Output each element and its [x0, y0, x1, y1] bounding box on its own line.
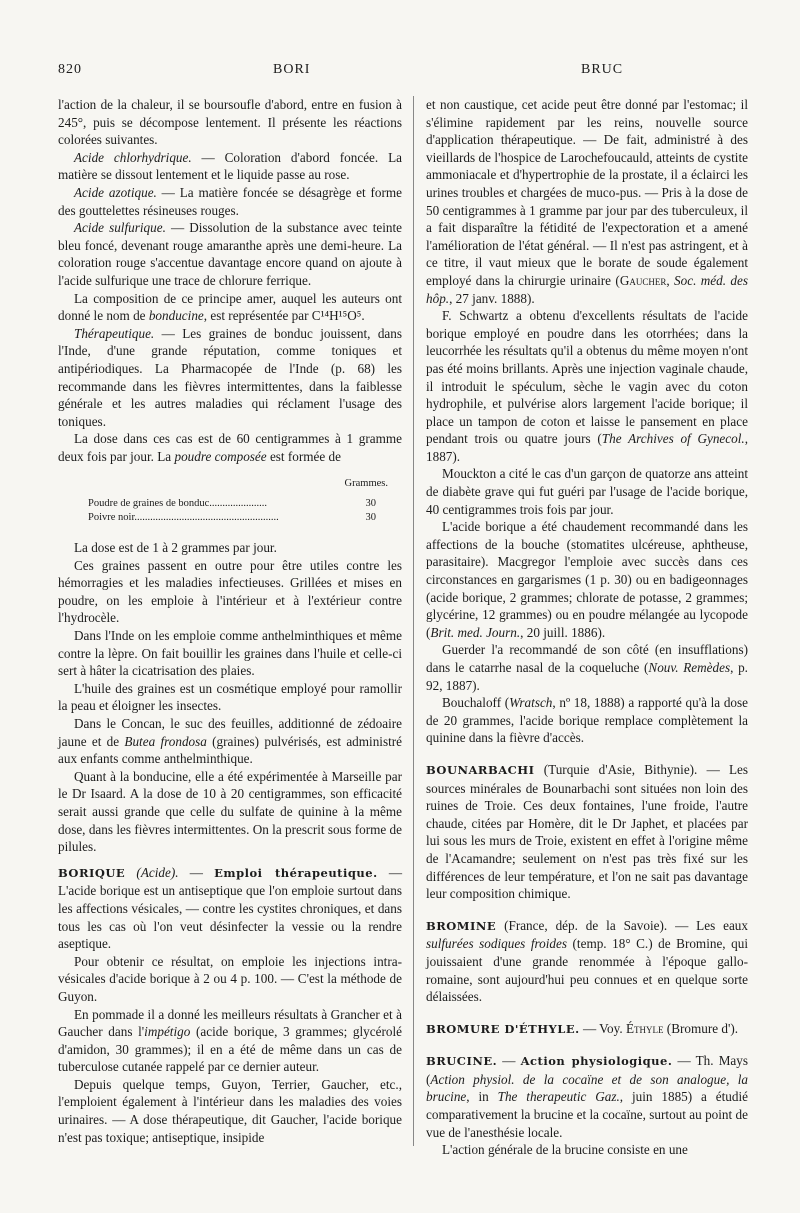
entry-headword: BRUCINE. — [426, 1054, 498, 1069]
entry-bounarbachi: BOUNARBACHI (Turquie d'Asie, Bithynie). — Les sources minérales de Bounarbachi sont situées non loin des ruines de Troie. Ces deux fontaines, l'une froide, l'autre chaude, citées par Homère, dit le Dr Japhet, et placées par lui sous les murs de Troie, existent en effet à l'origine même de l'Acamandre; seulement on n'est pas très fixé sur les différences de leur température, et l'on ne sait pas davantage leur composition chimique. — [426, 761, 748, 902]
left-column — [58, 96, 402, 1146]
entry-headword: BORIQUE — [58, 865, 126, 880]
paragraph: L'huile des graines est un cosmétique employé pour ramollir la peau et éloigner les insectes. — [58, 680, 402, 714]
right-column — [426, 96, 748, 1159]
paragraph: La dose dans ces cas est de 60 centigrammes à 1 gramme deux fois par jour. La poudre composée est formée de — [58, 431, 402, 464]
paragraph: Ces graines passent en outre pour être utiles contre les hémorragies et les maladies infectieuses. Grillées et mises en poudre, on les emploie à l'intérieur et à l'extérieur contre l'hydrocèle. — [58, 557, 402, 626]
recipe-ingredient: Poivre noir....................................................... — [88, 512, 279, 524]
paragraph: Acide azotique. — La matière foncée se désagrège et forme des gouttelettes résineuses rouges. — [58, 184, 402, 218]
paragraph: et non caustique, cet acide peut être donné par l'estomac; il s'élimine rapidement par les reins, nouvelle source d'application thérapeutique. — De fait, administré à des vieillards de l'hospice de Larochefoucauld, atteints de cystite ammoniacale et d'hypertrophie de la prostate, il a éclairci les urines troubles et chargées de muco-pus. — Pris à la dose de 50 centigrammes à 1 gramme par jour par des tuberculeux, il a fait disparaître la fétidité de l'expectoration et a amené l'amélioration de l'état général. — Il n'est pas astringent, et à ce titre, il vaut mieux que le borate de soude également employé dans la chirurgie urinaire (Gaucher, Soc. méd. des hôp., 27 janv. 1888). — [426, 97, 748, 306]
page-number: 820 — [58, 62, 82, 77]
column-divider — [413, 96, 414, 1146]
entry-borique: BORIQUE (Acide). — Emploi thérapeutique. — L'acide borique est un antiseptique que l'on emploie surtout dans les affections vésicales, — contre les cystites chroniques, et dans tous les cas où l'on veut désinfecter la vessie ou la rendre aseptique. — [58, 864, 402, 952]
paragraph: Thérapeutique. — Les graines de bonduc jouissent, dans l'Inde, d'une grande réputation, comme toniques et antipériodiques. La Pharmacopée de l'Inde (p. 68) les recommande dans les fièvres intermittentes, dans la faiblesse générale et les autres maladies qui réclament l'usage des toniques. — [58, 325, 402, 429]
reagent-label: Acide sulfurique. — [74, 220, 166, 236]
section-label: Thérapeutique. — [74, 325, 155, 341]
paragraph: F. Schwartz a obtenu d'excellents résultats de l'acide borique employé en poudre dans les otorrhées; dans la leucorrhée les résultats qu'il a obtenus du même moyen n'ont pas été moins brillants. Après une injection vaginale chaude, il introduit le spéculum, sèche le vagin avec du coton hydrophile, et pulvérise alors largement l'acide borique; il place un tampon de coton et laisse le pansement en place pendant trois ou quatre jours (The Archives of Gynecol., 1887). — [426, 308, 748, 464]
paragraph: La dose est de 1 à 2 grammes par jour. — [74, 540, 277, 556]
recipe-unit: Grammes. — [344, 478, 388, 490]
paragraph: La composition de ce principe amer, auquel les auteurs ont donné le nom de bonducine, est représentée par C¹⁴H¹⁵O⁵. — [58, 290, 402, 324]
reagent-label: Acide azotique. — [74, 184, 157, 200]
entry-bromure-ethyle: BROMURE D'ÉTHYLE. — Voy. Éthyle (Bromure d'). — [426, 1020, 739, 1036]
running-header — [58, 62, 742, 82]
paragraph: Guerder l'a recommandé de son côté (en insufflations) dans le catarrhe nasal de la coqueluche (Nouv. Remèdes, p. 92, 1887). — [426, 642, 748, 693]
paragraph: Dans le Concan, le suc des feuilles, additionné de zédoaire jaune et de Butea frondosa (graines) pulvérisés, est administré aux enfants comme anthelminthique. — [58, 716, 402, 767]
paragraph: Acide sulfurique. — Dissolution de la substance avec teinte bleu foncé, devenant rouge amaranthe après une demi-heure. La coloration rouge s'accentue davantage encore quand on ajoute à l'acide sulfurique une trace de chlorure ferrique. — [58, 220, 402, 288]
entry-headword: BROMINE — [426, 918, 497, 933]
entry-headword: BROMURE D'ÉTHYLE. — [426, 1021, 580, 1036]
recipe-quantity: 30 — [365, 498, 376, 510]
entry-brucine: BRUCINE. — Action physiologique. — Th. Mays (Action physiol. de la cocaïne et de son analogue, la brucine, in The therapeutic Gaz., juin 1885) a étudié comparativement la brucine et la cocaïne, surtout au point de vue de l'anesthésie locale. — [426, 1053, 749, 1140]
paragraph: En pommade il a donné les meilleurs résultats à Grancher et à Gaucher dans l'impétigo (acide borique, 3 grammes; glycérolé d'amidon, 30 grammes); il en a été de même dans un cas de tuberculose cutanée rappelé par ce dernier auteur. — [58, 1006, 402, 1075]
reagent-label: Acide chlorhydrique. — [74, 149, 192, 165]
paragraph: Depuis quelque temps, Guyon, Terrier, Gaucher, etc., l'emploient également à l'intérieur dans les maladies des voies urinaires. — A dose thérapeutique, dit Gaucher, l'acide borique n'est pas toxique; antiseptique, insipide — [58, 1076, 402, 1145]
recipe-row — [58, 511, 402, 525]
left-running-title: BORI — [273, 62, 311, 77]
entry-bromine: BROMINE (France, dép. de la Savoie). — Les eaux sulfurées sodiques froides (temp. 18° C.) de Bromine, qui jouissaient d'une grande renommée à l'époque gallo-romaine, sont aujourd'hui peu connues et en quelque sorte délaissées. — [426, 917, 748, 1005]
paragraph: Mouckton a cité le cas d'un garçon de quatorze ans atteint de diabète grave qui fut guéri par l'usage de l'acide borique, 40 centigrammes trois fois par jour. — [426, 466, 748, 517]
paragraph: L'action générale de la brucine consiste en une — [442, 1142, 688, 1158]
recipe-quantity: 30 — [365, 512, 376, 524]
paragraph: L'acide borique a été chaudement recommandé dans les affections de la bouche (stomatites ulcéreuse, aphtheuse, parasitaire). Macgregor l'emploie avec succès dans ces circonstances en gargarismes (1 p. 30) ou en badigeonnages (acide borique, 2 grammes; chlorate de potasse, 2 grammes; glycérine, 12 grammes) ou en poudre mélangée au lycopode (Brit. med. Journ., 20 juill. 1886). — [426, 519, 748, 640]
recipe-table — [58, 497, 402, 525]
entry-subhead: Action physiologique. — [520, 1054, 673, 1069]
entry-subhead: Emploi thérapeutique. — [214, 865, 378, 880]
entry-headword: BOUNARBACHI — [426, 762, 535, 777]
recipe-ingredient: Poudre de graines de bonduc...................... — [88, 498, 268, 510]
paragraph: Bouchaloff (Wratsch, nº 18, 1888) a rapporté qu'à la dose de 20 grammes, l'acide borique remplace complètement la quinine dans la fièvre d'accès. — [426, 695, 748, 746]
paragraph: Acide chlorhydrique. — Coloration d'abord foncée. La matière se dissout lentement et le liquide passe au rose. — [58, 149, 402, 183]
paragraph: Quant à la bonducine, elle a été expérimentée à Marseille par le Dr Isaard. A la dose de 10 à 20 centigrammes, son efficacité serait aussi grande que celle du sulfate de quinine à la même dose, dans les fièvres intermittentes. On la prescrit sous forme de pilules. — [58, 768, 402, 855]
paragraph: Dans l'Inde on les emploie comme anthelminthiques et même contre la lèpre. On fait bouillir les graines dans l'huile et celle-ci sert à hâter la cicatrisation des plaies. — [58, 628, 402, 679]
paragraph: l'action de la chaleur, il se boursoufle d'abord, entre en fusion à 245°, puis se décompose lentement. Il présente les réactions colorées suivantes. — [58, 97, 402, 148]
paragraph: Pour obtenir ce résultat, on emploie les injections intra-vésicales d'acide borique à 2 ou 4 p. 100. — C'est la méthode de Guyon. — [58, 953, 402, 1004]
right-running-title: BRUC — [581, 62, 624, 77]
recipe-row — [58, 497, 402, 511]
